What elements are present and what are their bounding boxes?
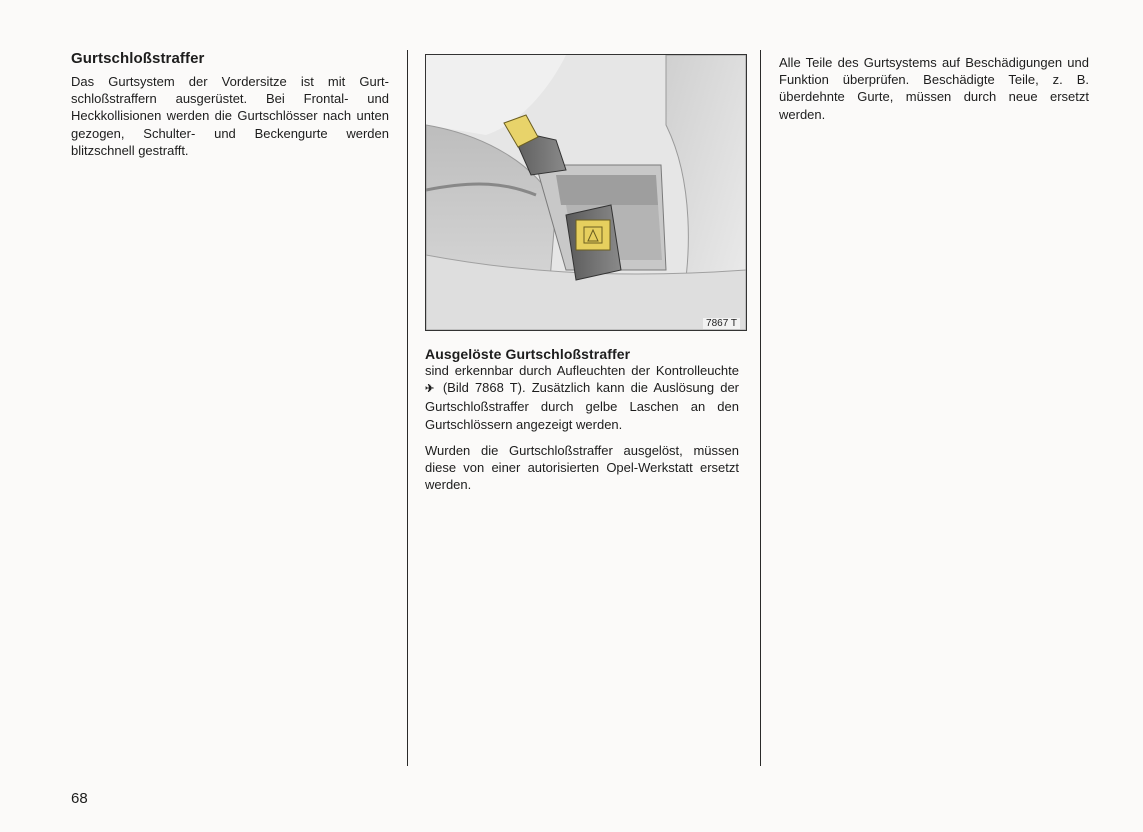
- page-number: 68: [71, 790, 88, 807]
- column-divider-right: [760, 50, 761, 766]
- column-left: [71, 50, 389, 159]
- section-body-ausgeloeste: [425, 362, 739, 433]
- section-heading-ausgeloeste: Ausgelöste Gurtschloßstraffer: [425, 346, 631, 362]
- column-right: [779, 54, 1089, 123]
- body-text-part: sind erkennbar durch Aufleuchten der Kontrolleuchte: [425, 363, 739, 378]
- column-divider-left: [407, 50, 408, 766]
- section-body-gurtschlossstraffer: Das Gurtsystem der Vordersitze ist mit Gurtschloßstraffern ausgerüstet. Bei Frontal- und Heckkollisionen werden die Gurtschlösser nach unten gezogen, Schulter- und Beckengurte werden blitzschnell gestrafft.: [71, 74, 389, 158]
- section-body-werkstatt: Wurden die Gurtschloßstraffer ausgelöst, müssen diese von einer autorisierten Opel-Werkstatt ersetzt werden.: [425, 442, 739, 493]
- body-text-part: (Bild 7868 T). Zusätzlich kann die Auslösung der Gurtschloßstraffer durch gelbe Laschen an den Gurtschlössern angezeigt werden.: [425, 380, 739, 432]
- section-heading-gurtschlossstraffer: Gurtschloßstraffer: [71, 50, 205, 67]
- warning-lamp-icon: ✈: [425, 383, 437, 396]
- column-middle: [425, 346, 739, 493]
- figure-label: 7867 T: [703, 318, 740, 329]
- illustration-drawing: [426, 55, 746, 330]
- seatbelt-buckle-illustration: [425, 54, 747, 331]
- section-body-pruefung: Alle Teile des Gurtsystems auf Beschädigungen und Funktion überprüfen. Beschädigte Teile, z. B. überdehnte Gurte, müssen durch neue ersetzt werden.: [779, 55, 1089, 122]
